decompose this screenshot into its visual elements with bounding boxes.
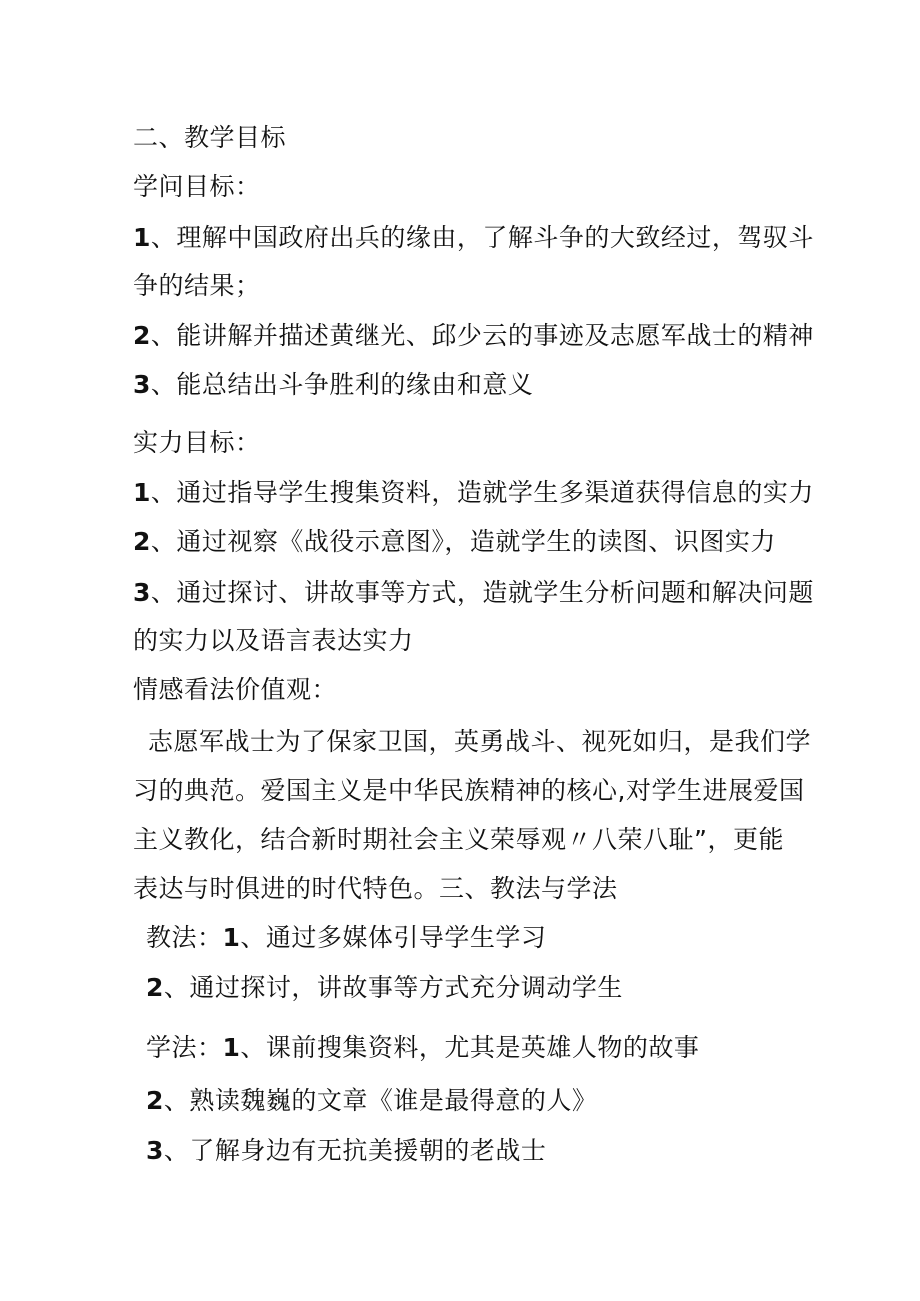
knowledge-item-1-cont: 争的结果；: [133, 271, 261, 300]
item-number: 1: [222, 1033, 241, 1062]
item-number: 2: [146, 1086, 164, 1115]
ability-item-3-cont: 的实力以及语言表达实力: [133, 626, 414, 655]
item-text: 、通过指导学生搜集资料，造就学生多渠道获得信息的实力: [150, 478, 814, 507]
item-number: 3: [146, 1136, 164, 1165]
teaching-method-1: [146, 920, 546, 956]
ability-heading: 实力目标：: [133, 428, 261, 457]
item-number: 2: [146, 973, 164, 1002]
item-number: 1: [133, 478, 151, 507]
item-number: 1: [133, 223, 151, 252]
ability-item-1: [133, 475, 814, 511]
learning-label: 学法：: [146, 1033, 223, 1062]
emotion-paragraph-line-3: 主义教化，结合新时期社会主义荣辱观〃八荣八耻”，更能: [133, 825, 784, 854]
item-text: 、能总结出斗争胜利的缘由和意义: [150, 370, 534, 399]
knowledge-item-2: [133, 318, 814, 354]
section-heading: 二、教学目标: [133, 123, 287, 152]
ability-item-2: [133, 524, 776, 560]
emotion-heading: 情感看法价值观：: [133, 675, 338, 704]
item-text: 、能讲解并描述黄继光、邱少云的事迹及志愿军战士的精神: [150, 321, 814, 350]
item-text: 、理解中国政府出兵的缘由，了解斗争的大致经过，驾驭斗: [150, 223, 814, 252]
teaching-method-2: [146, 970, 623, 1006]
item-number: 3: [133, 578, 151, 607]
teaching-label: 教法：: [146, 923, 223, 952]
learning-method-2: [146, 1083, 597, 1119]
item-number: 2: [133, 527, 151, 556]
knowledge-item-1: [133, 220, 814, 256]
learning-method-1: [146, 1030, 699, 1066]
item-number: 1: [222, 923, 241, 952]
item-text: 、通过探讨，讲故事等方式充分调动学生: [163, 973, 623, 1002]
item-text: 、课前搜集资料，尤其是英雄人物的故事: [240, 1033, 700, 1062]
item-text: 、通过视察《战役示意图》，造就学生的读图、识图实力: [150, 527, 776, 556]
ability-item-3: [133, 575, 814, 611]
item-text: 、了解身边有无抗美援朝的老战士: [163, 1136, 547, 1165]
knowledge-item-3: [133, 367, 533, 403]
item-text: 、熟读魏巍的文章《谁是最得意的人》: [163, 1086, 598, 1115]
emotion-paragraph-line-4: 表达与时俱进的时代特色。三、教法与学法: [133, 874, 618, 903]
learning-method-3: [146, 1133, 546, 1169]
emotion-paragraph-line-1: 志愿军战士为了保家卫国，英勇战斗、视死如归，是我们学: [148, 727, 812, 756]
item-text: 、通过多媒体引导学生学习: [240, 923, 547, 952]
item-number: 3: [133, 370, 151, 399]
emotion-paragraph-line-2: 习的典范。爱国主义是中华民族精神的核心,对学生进展爱国: [133, 776, 805, 805]
item-text: 、通过探讨、讲故事等方式，造就学生分析问题和解决问题: [150, 578, 814, 607]
knowledge-heading: 学问目标：: [133, 172, 261, 201]
item-number: 2: [133, 321, 151, 350]
